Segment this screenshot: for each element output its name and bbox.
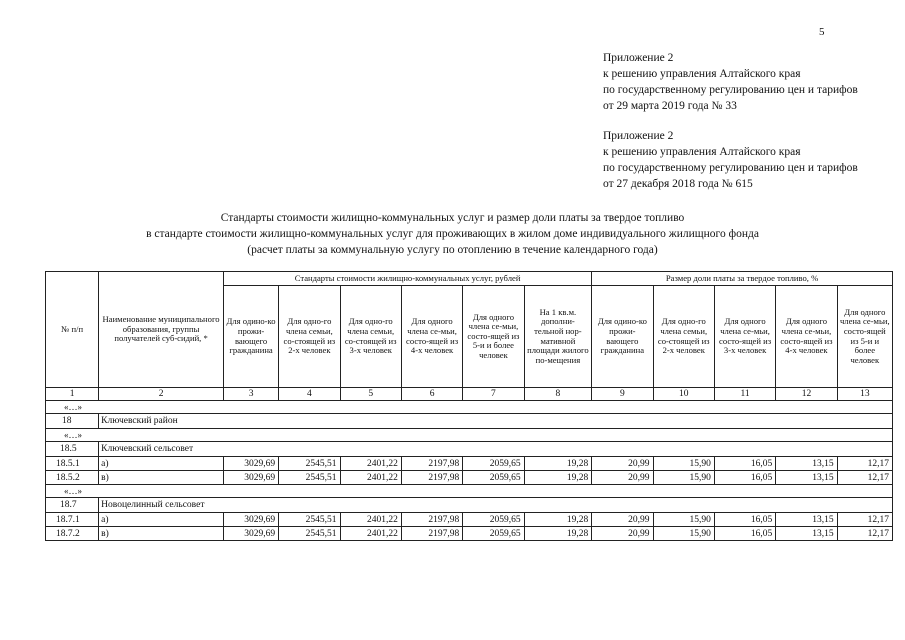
- cell: 12,17: [837, 471, 892, 485]
- cell: 16,05: [714, 457, 775, 471]
- table-row: [46, 527, 893, 541]
- column-number: 13: [837, 388, 892, 401]
- cell: 19,28: [524, 457, 592, 471]
- cell: 2545,51: [279, 513, 340, 527]
- row-number: 18.5.2: [46, 471, 99, 485]
- column-number: 7: [463, 388, 524, 401]
- cell: 15,90: [653, 527, 714, 541]
- row-number: 18.5.1: [46, 457, 99, 471]
- cell: 15,90: [653, 471, 714, 485]
- header-sub: Для одного члена се-мьи, состо-ящей из 4-х человек: [776, 286, 837, 388]
- cell: 20,99: [592, 471, 653, 485]
- column-number: 11: [714, 388, 775, 401]
- row-name: а): [99, 457, 224, 471]
- appendix-line: к решению управления Алтайского края: [603, 68, 801, 80]
- header-group-standards: Стандарты стоимости жилищно-коммунальных услуг, рублей: [223, 272, 591, 286]
- appendix-header-2: [603, 128, 858, 192]
- cell: 15,90: [653, 457, 714, 471]
- cell: 2197,98: [401, 457, 462, 471]
- cell: 2401,22: [340, 527, 401, 541]
- document-title: [0, 210, 905, 258]
- row-number: 18.7.1: [46, 513, 99, 527]
- header-sub: Для одино-ко прожи-вающего гражданина: [592, 286, 653, 388]
- title-line: в стандарте стоимости жилищно-коммунальных услуг для проживающих в жилом доме индивидуального жилищного фонда: [146, 228, 759, 240]
- cell: 2197,98: [401, 527, 462, 541]
- ellipsis-row: «…»: [46, 485, 893, 498]
- appendix-line: по государственному регулированию цен и тарифов: [603, 84, 858, 96]
- row-name: в): [99, 527, 224, 541]
- cell: 2401,22: [340, 457, 401, 471]
- row-number: 18.7.2: [46, 527, 99, 541]
- section-name: Новоцелинный сельсовет: [99, 498, 893, 513]
- section-name: Ключевский сельсовет: [99, 442, 893, 457]
- cell: 2059,65: [463, 457, 524, 471]
- column-number: 6: [401, 388, 462, 401]
- header-sub: Для одного члена се-мьи, состо-ящей из 3-х человек: [714, 286, 775, 388]
- cell: 3029,69: [223, 513, 278, 527]
- cell: 13,15: [776, 457, 837, 471]
- cell: 20,99: [592, 457, 653, 471]
- header-sub: Для одного члена се-мьи, состо-ящей из 5-и и более человек: [837, 286, 892, 388]
- cell: 19,28: [524, 527, 592, 541]
- header-sub: Для одно-го члена семьи, со-стоящей из 3-х человек: [340, 286, 401, 388]
- cell: 16,05: [714, 513, 775, 527]
- cell: 2545,51: [279, 471, 340, 485]
- cell: 12,17: [837, 457, 892, 471]
- cell: 12,17: [837, 527, 892, 541]
- section-number: 18: [46, 414, 99, 429]
- ellipsis-row: «…»: [46, 429, 893, 442]
- cell: 2197,98: [401, 513, 462, 527]
- cell: 3029,69: [223, 471, 278, 485]
- column-number: 8: [524, 388, 592, 401]
- appendix-line: Приложение 2: [603, 52, 674, 64]
- appendix-header-1: [603, 50, 858, 114]
- cell: 19,28: [524, 471, 592, 485]
- cell: 12,17: [837, 513, 892, 527]
- section-number: 18.7: [46, 498, 99, 513]
- appendix-line: к решению управления Алтайского края: [603, 146, 801, 158]
- cell: 2545,51: [279, 527, 340, 541]
- column-number: 9: [592, 388, 653, 401]
- column-number: 1: [46, 388, 99, 401]
- appendix-line: по государственному регулированию цен и тарифов: [603, 162, 858, 174]
- cell: 15,90: [653, 513, 714, 527]
- header-no: № п/п: [46, 272, 99, 388]
- cell: 2059,65: [463, 527, 524, 541]
- header-name: Наименование муниципального образования, группы получателей суб-сидий, *: [99, 272, 224, 388]
- cell: 2401,22: [340, 471, 401, 485]
- page-number: 5: [819, 26, 825, 38]
- cell: 16,05: [714, 471, 775, 485]
- column-number: 12: [776, 388, 837, 401]
- cell: 3029,69: [223, 457, 278, 471]
- table-row: [46, 471, 893, 485]
- standards-table: [45, 271, 893, 541]
- header-sub: Для одно-го члена семьи, со-стоящей из 2-х человек: [279, 286, 340, 388]
- header-sub: На 1 кв.м. дополни-тельной нор-мативной площади жилого по-мещения: [524, 286, 592, 388]
- appendix-line: от 27 декабря 2018 года № 615: [603, 178, 753, 190]
- cell: 19,28: [524, 513, 592, 527]
- header-group-fuel: Размер доли платы за твердое топливо, %: [592, 272, 893, 286]
- cell: 16,05: [714, 527, 775, 541]
- header-sub: Для одино-ко прожи-вающего гражданина: [223, 286, 278, 388]
- section-name: Ключевский район: [99, 414, 893, 429]
- cell: 3029,69: [223, 527, 278, 541]
- cell: 2059,65: [463, 513, 524, 527]
- cell: 2401,22: [340, 513, 401, 527]
- header-sub: Для одно-го члена семьи, со-стоящей из 2-х человек: [653, 286, 714, 388]
- column-number: 2: [99, 388, 224, 401]
- appendix-line: Приложение 2: [603, 130, 674, 142]
- cell: 20,99: [592, 527, 653, 541]
- title-line: (расчет платы за коммунальную услугу по отоплению в течение календарного года): [247, 244, 658, 256]
- column-number: 5: [340, 388, 401, 401]
- cell: 2059,65: [463, 471, 524, 485]
- title-line: Стандарты стоимости жилищно-коммунальных услуг и размер доли платы за твердое топливо: [220, 212, 685, 224]
- column-number: 4: [279, 388, 340, 401]
- appendix-line: от 29 марта 2019 года № 33: [603, 100, 737, 112]
- cell: 2545,51: [279, 457, 340, 471]
- cell: 20,99: [592, 513, 653, 527]
- row-name: в): [99, 471, 224, 485]
- column-number: 3: [223, 388, 278, 401]
- table-row: [46, 513, 893, 527]
- header-sub: Для одного члена се-мьи, состо-ящей из 5-и и более человек: [463, 286, 524, 388]
- column-number: 10: [653, 388, 714, 401]
- ellipsis-row: «…»: [46, 401, 893, 414]
- section-number: 18.5: [46, 442, 99, 457]
- cell: 2197,98: [401, 471, 462, 485]
- row-name: а): [99, 513, 224, 527]
- cell: 13,15: [776, 527, 837, 541]
- table-row: [46, 457, 893, 471]
- cell: 13,15: [776, 513, 837, 527]
- cell: 13,15: [776, 471, 837, 485]
- header-sub: Для одного члена се-мьи, состо-ящей из 4-х человек: [401, 286, 462, 388]
